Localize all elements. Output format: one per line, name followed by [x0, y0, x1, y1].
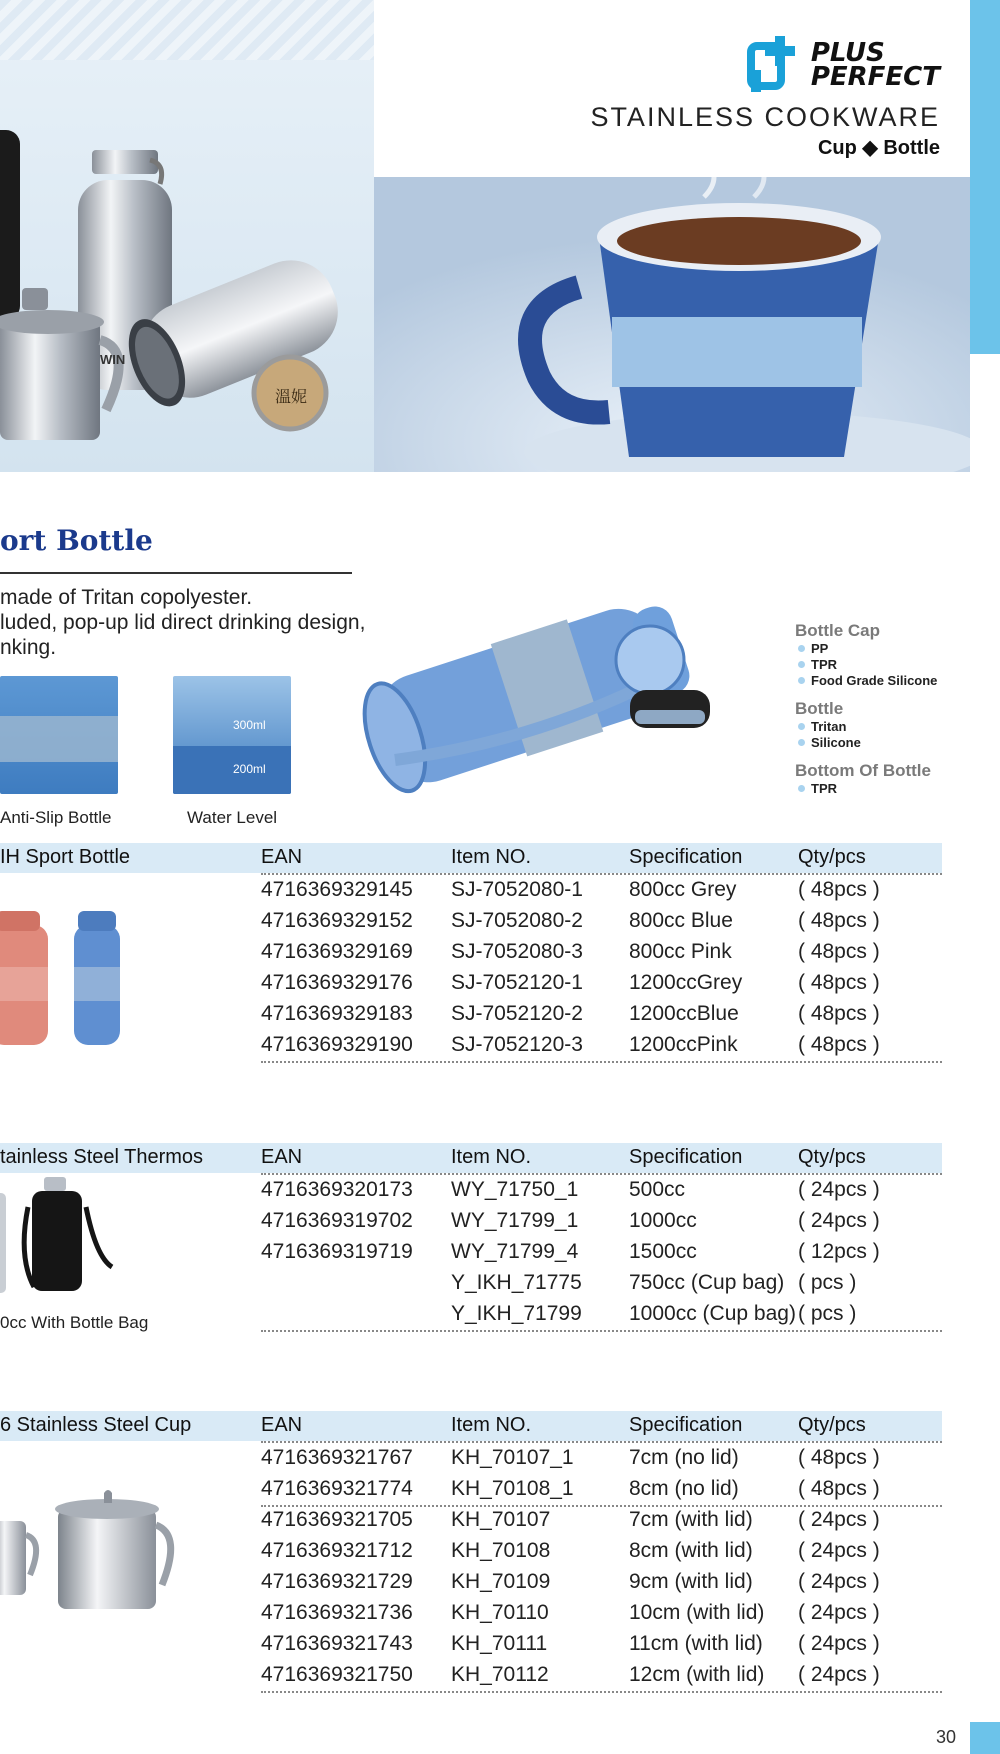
header-item: Item NO. [451, 1146, 532, 1168]
table-header [0, 1411, 942, 1441]
brand-tagline: Cup ◆ Bottle [817, 137, 940, 159]
steel-cups-product-image [0, 1485, 190, 1615]
header-qty: Qty/pcs [798, 1146, 866, 1168]
stainless-bottles-illustration [0, 0, 374, 472]
cell-spec: 750cc (Cup bag) [629, 1271, 785, 1294]
parts-item: Silicone [795, 735, 970, 751]
header-spec: Specification [629, 1414, 743, 1436]
table-row [0, 1206, 942, 1237]
table-header [0, 1143, 942, 1173]
cell-qty: ( 24pcs ) [798, 1178, 880, 1201]
table-product-name: 6 Stainless Steel Cup [0, 1414, 192, 1436]
cell-spec: 1200ccGrey [629, 971, 743, 994]
cell-qty: ( 48pcs ) [798, 878, 880, 901]
table-row [0, 906, 942, 937]
table-rows [0, 1175, 942, 1330]
cell-item: WY_71799_1 [451, 1209, 579, 1232]
parts-item: PP [795, 641, 970, 657]
cell-spec: 1200ccPink [629, 1033, 738, 1056]
table-row [0, 999, 942, 1030]
water-level-caption: Water Level [187, 808, 278, 827]
cell-spec: 7cm (no lid) [629, 1446, 739, 1469]
cell-item: Y_IKH_71775 [451, 1271, 582, 1294]
thermos-product-image [0, 1177, 130, 1307]
table-row [0, 1175, 942, 1206]
parts-heading-bottom: Bottom Of Bottle [795, 761, 931, 780]
table-row [0, 1443, 942, 1474]
brand-logo [590, 36, 940, 94]
cell-spec: 1500cc [629, 1240, 697, 1263]
cell-qty: ( 48pcs ) [798, 940, 880, 963]
table-sport-bottle [0, 843, 942, 1063]
header-item: Item NO. [451, 1414, 532, 1436]
cell-ean: 4716369320173 [261, 1178, 413, 1201]
header-ean: EAN [261, 1146, 303, 1168]
blue-mug-illustration [374, 177, 970, 472]
cell-item: KH_70111 [451, 1632, 548, 1655]
desc-line-1: made of Tritan copolyester. [0, 586, 253, 609]
table-thermos [0, 1143, 942, 1332]
cell-item: WY_71799_4 [451, 1240, 579, 1263]
hero-badge-text: 溫妮 [275, 387, 308, 406]
cell-spec: 1000cc [629, 1209, 697, 1232]
anti-slip-bottle-thumb [0, 676, 118, 794]
cell-item: SJ-7052080-1 [451, 878, 583, 901]
cell-spec: 800cc Blue [629, 909, 733, 932]
header-item: Item NO. [451, 846, 532, 868]
table-row [0, 1030, 942, 1061]
cell-ean: 4716369321767 [261, 1446, 413, 1469]
cell-spec: 10cm (with lid) [629, 1601, 765, 1624]
cell-spec: 800cc Grey [629, 878, 737, 901]
cell-item: KH_70112 [451, 1663, 549, 1686]
table-header [0, 843, 942, 873]
cell-item: SJ-7052080-3 [451, 940, 583, 963]
header-ean: EAN [261, 846, 303, 868]
cell-ean: 4716369329176 [261, 971, 413, 994]
accent-side-bar-top [970, 0, 1000, 354]
page-number: 30 [936, 1727, 957, 1747]
cell-qty: ( 24pcs ) [798, 1632, 880, 1655]
table-row [0, 1237, 942, 1268]
table-footer-rule [261, 1330, 942, 1332]
cell-spec: 12cm (with lid) [629, 1663, 765, 1686]
table-row [0, 1629, 942, 1660]
sport-bottles-product-image [0, 905, 130, 1050]
cell-qty: ( 48pcs ) [798, 909, 880, 932]
table-row [0, 937, 942, 968]
section-title-rule [0, 572, 352, 574]
table-product-name: tainless Steel Thermos [0, 1146, 204, 1168]
cell-item: SJ-7052080-2 [451, 909, 583, 932]
brand-name-line1: PLUS [810, 38, 885, 68]
cell-qty: ( 48pcs ) [798, 971, 880, 994]
cell-ean: 4716369321774 [261, 1477, 413, 1500]
water-mark-300: 300ml [233, 718, 266, 732]
table-rows [0, 875, 942, 1061]
cell-item: KH_70110 [451, 1601, 549, 1624]
header-spec: Specification [629, 846, 743, 868]
sport-bottle-illustration [355, 570, 760, 800]
cell-qty: ( 12pcs ) [798, 1240, 880, 1263]
cell-qty: ( 48pcs ) [798, 1477, 880, 1500]
cell-item: SJ-7052120-2 [451, 1002, 583, 1025]
header-spec: Specification [629, 1146, 743, 1168]
cell-qty: ( 24pcs ) [798, 1601, 880, 1624]
header-ean: EAN [261, 1414, 303, 1436]
cell-spec: 11cm (with lid) [629, 1632, 763, 1655]
accent-side-bar-bottom [970, 1722, 1000, 1754]
section-title: ort Bottle [0, 524, 153, 557]
header-qty: Qty/pcs [798, 1414, 866, 1436]
table-row [0, 1660, 942, 1691]
cell-spec: 500cc [629, 1178, 686, 1201]
cell-ean: 4716369329169 [261, 940, 413, 963]
brand-name [810, 38, 940, 92]
cell-ean: 4716369329183 [261, 1002, 413, 1025]
cell-qty: ( 24pcs ) [798, 1209, 880, 1232]
cell-spec: 800cc Pink [629, 940, 732, 963]
cell-qty: ( 24pcs ) [798, 1570, 880, 1593]
desc-line-3: nking. [0, 636, 57, 659]
cell-spec: 9cm (with lid) [629, 1570, 753, 1593]
parts-legend [795, 615, 970, 797]
hero-left-photo [0, 0, 374, 472]
parts-heading-cap: Bottle Cap [795, 621, 880, 640]
cell-qty: ( pcs ) [798, 1271, 857, 1294]
thermos-caption: 0cc With Bottle Bag [0, 1313, 149, 1332]
cell-item: KH_70109 [451, 1570, 551, 1593]
table-row [0, 1268, 942, 1299]
table-row [0, 968, 942, 999]
cell-spec: 8cm (with lid) [629, 1539, 753, 1562]
table-product-name: IH Sport Bottle [0, 846, 131, 868]
cell-item: KH_70107 [451, 1508, 551, 1531]
cell-ean: 4716369321705 [261, 1508, 413, 1531]
cell-ean: 4716369321743 [261, 1632, 413, 1655]
parts-item: Tritan [795, 719, 970, 735]
cell-item: KH_70108 [451, 1539, 551, 1562]
table-footer-rule [261, 1061, 942, 1063]
cell-spec: 8cm (no lid) [629, 1477, 739, 1500]
plus-perfect-logo-icon [747, 36, 805, 94]
cell-qty: ( pcs ) [798, 1302, 857, 1325]
cell-item: KH_70107_1 [451, 1446, 574, 1469]
water-mark-200: 200ml [233, 762, 266, 776]
hero-brand-text: WIN [100, 352, 126, 367]
parts-item: Food Grade Silicone [795, 673, 970, 689]
cell-ean: 4716369319702 [261, 1209, 413, 1232]
cell-qty: ( 24pcs ) [798, 1508, 880, 1531]
cell-item: SJ-7052120-3 [451, 1033, 583, 1056]
water-level-thumb [173, 676, 291, 794]
cell-ean: 4716369321729 [261, 1570, 413, 1593]
cell-ean: 4716369329145 [261, 878, 413, 901]
cell-qty: ( 24pcs ) [798, 1663, 880, 1686]
cell-item: KH_70108_1 [451, 1477, 574, 1500]
parts-heading-bottle: Bottle [795, 699, 844, 718]
table-footer-rule [261, 1691, 942, 1693]
hero-mug-photo [374, 177, 970, 472]
table-row [261, 1505, 942, 1536]
brand-name-line2: PERFECT [810, 62, 940, 92]
cell-qty: ( 48pcs ) [798, 1033, 880, 1056]
brand-block [590, 36, 940, 160]
anti-slip-caption: Anti-Slip Bottle [0, 808, 112, 827]
cell-ean: 4716369321736 [261, 1601, 413, 1624]
parts-item: TPR [795, 781, 970, 797]
table-row [0, 875, 942, 906]
cell-item: SJ-7052120-1 [451, 971, 583, 994]
cell-spec: 7cm (with lid) [629, 1508, 753, 1531]
cell-spec: 1200ccBlue [629, 1002, 739, 1025]
cell-qty: ( 24pcs ) [798, 1539, 880, 1562]
brand-subtitle: STAINLESS COOKWARE [590, 102, 940, 132]
desc-line-2: luded, pop-up lid direct drinking design, [0, 611, 366, 634]
cell-ean: 4716369321750 [261, 1663, 413, 1686]
cell-ean: 4716369329190 [261, 1033, 413, 1056]
cell-item: WY_71750_1 [451, 1178, 579, 1201]
cell-item: Y_IKH_71799 [451, 1302, 582, 1325]
header-qty: Qty/pcs [798, 846, 866, 868]
parts-item: TPR [795, 657, 970, 673]
cell-ean: 4716369329152 [261, 909, 413, 932]
cell-ean: 4716369319719 [261, 1240, 413, 1263]
cell-spec: 1000cc (Cup bag) [629, 1302, 796, 1325]
cell-qty: ( 48pcs ) [798, 1002, 880, 1025]
cell-qty: ( 48pcs ) [798, 1446, 880, 1469]
section-description [0, 585, 365, 660]
cell-ean: 4716369321712 [261, 1539, 413, 1562]
